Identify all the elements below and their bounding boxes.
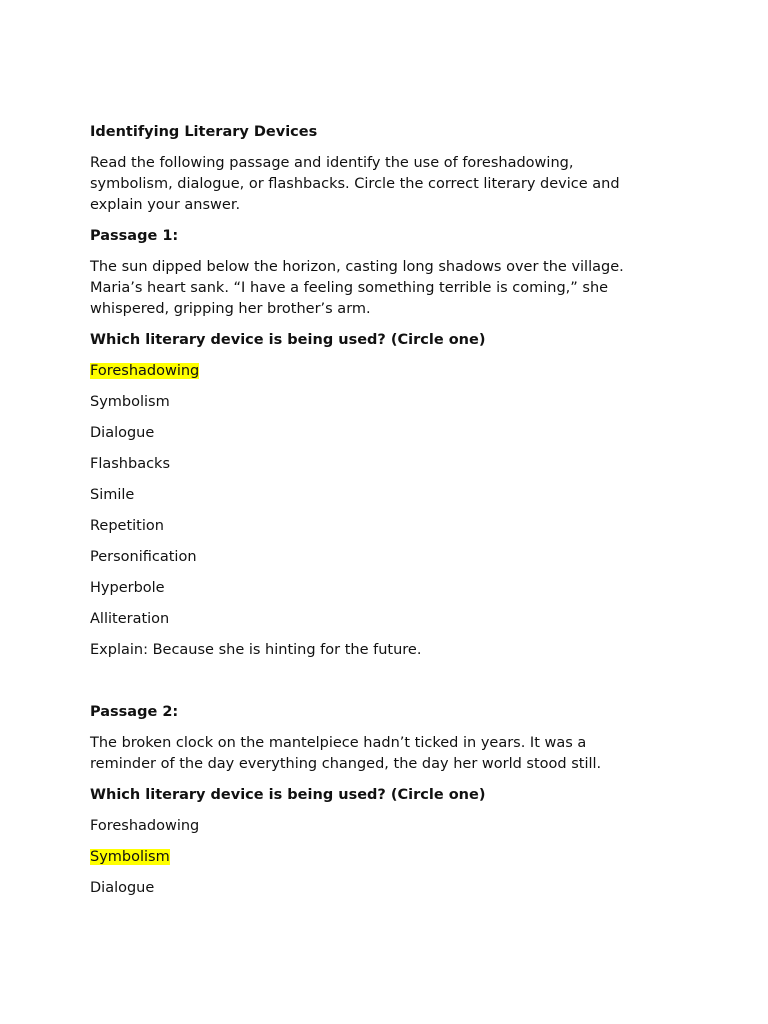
- passage2-heading: Passage 2:: [90, 704, 179, 720]
- instructions-line: explain your answer.: [90, 197, 241, 213]
- passage1-option[interactable]: Simile: [90, 487, 135, 503]
- instructions-line: Read the following passage and identify the use of foreshadowing,: [90, 155, 574, 171]
- passage1-option[interactable]: Repetition: [90, 518, 164, 534]
- passage2-question: Which literary device is being used? (Circle one): [90, 787, 486, 803]
- document-title: Identifying Literary Devices: [90, 124, 318, 140]
- passage2-line: reminder of the day everything changed, the day her world stood still.: [90, 756, 602, 772]
- passage1-option[interactable]: Personification: [90, 549, 197, 565]
- passage1-line: The sun dipped below the horizon, casting long shadows over the village.: [90, 259, 624, 275]
- passage1-option[interactable]: Flashbacks: [90, 456, 171, 472]
- passage1-option[interactable]: Alliteration: [90, 611, 170, 627]
- passage1-heading: Passage 1:: [90, 228, 179, 244]
- passage1-line: whispered, gripping her brother’s arm.: [90, 301, 371, 317]
- passage2-text: [90, 733, 710, 775]
- passage1-option[interactable]: Symbolism: [90, 394, 170, 410]
- passage1-option[interactable]: Dialogue: [90, 425, 155, 441]
- passage1-line: Maria’s heart sank. “I have a feeling something terrible is coming,” she: [90, 280, 609, 296]
- passage1-text: [90, 257, 710, 320]
- instructions: [90, 153, 710, 216]
- passage2-line: The broken clock on the mantelpiece hadn’t ticked in years. It was a: [90, 735, 587, 751]
- passage2-option[interactable]: Foreshadowing: [90, 818, 200, 834]
- passage1-explanation: Explain: Because she is hinting for the future.: [90, 642, 422, 658]
- passage1-option[interactable]: Hyperbole: [90, 580, 165, 596]
- instructions-line: symbolism, dialogue, or flashbacks. Circle the correct literary device and: [90, 176, 620, 192]
- empty-paragraph: [90, 671, 710, 692]
- option-highlighted: Foreshadowing: [90, 363, 200, 379]
- document-body: [90, 122, 710, 909]
- passage1-question: Which literary device is being used? (Circle one): [90, 332, 486, 348]
- passage2-option[interactable]: Dialogue: [90, 880, 155, 896]
- passage2-option[interactable]: [90, 847, 710, 868]
- passage1-option[interactable]: [90, 361, 710, 382]
- option-highlighted: Symbolism: [90, 849, 170, 865]
